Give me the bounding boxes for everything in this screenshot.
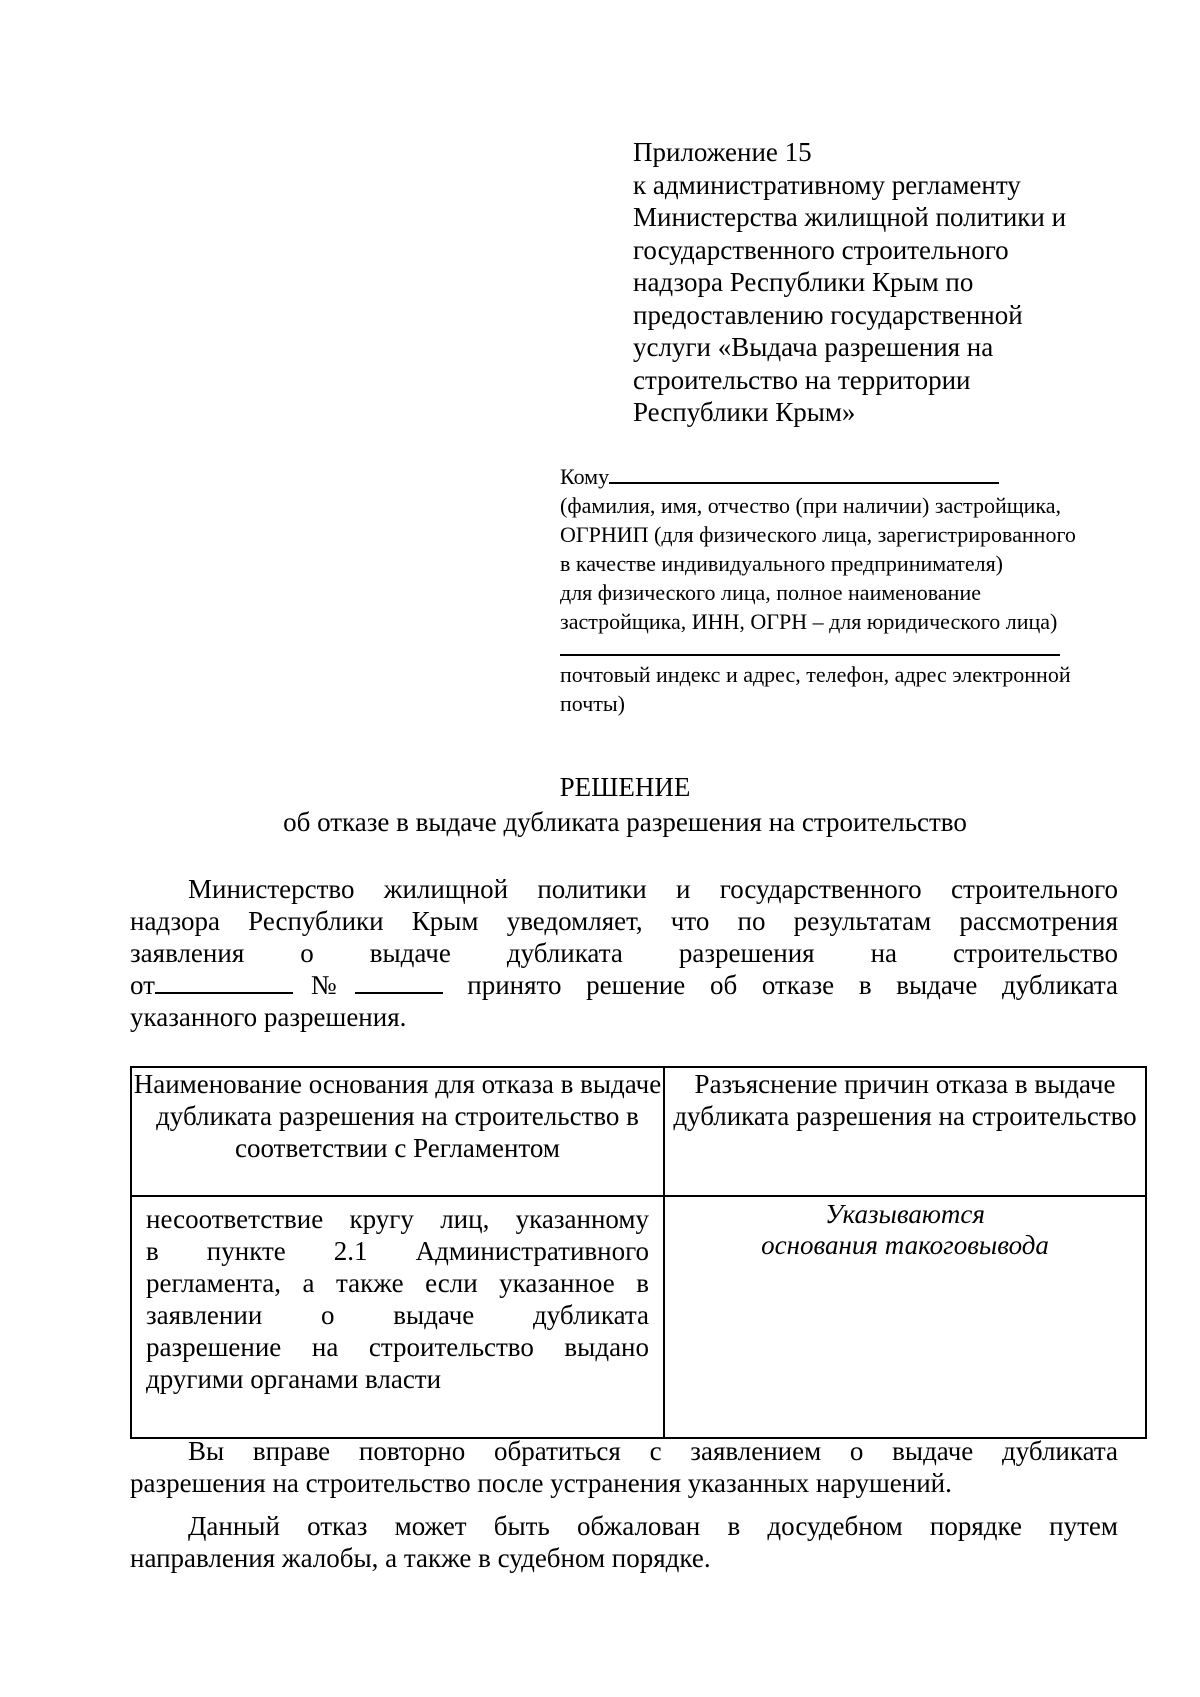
basis-line: заявлении о выдаче дубликата — [146, 1300, 649, 1330]
refusal-reasons-table — [130, 1066, 1147, 1439]
recipient-address-line: почты) — [560, 691, 625, 716]
closing-para1-line1: Вы вправе повторно обратиться с заявлением о выдаче дубликата — [188, 1436, 1118, 1466]
annex-line: Приложение 15 — [633, 137, 812, 167]
annex-line: Министерства жилищной политики и — [633, 202, 1067, 232]
intro-line-4 — [130, 969, 1118, 1001]
table-row — [131, 1196, 1146, 1438]
recipient-address-line: почтовый индекс и адрес, телефон, адрес электронной — [560, 662, 1071, 687]
recipient-details-line: застройщика, ИНН, ОГРН – для юридического лица) — [560, 609, 1058, 634]
intro-line-5: указанного разрешения. — [130, 1002, 407, 1032]
closing-para2-line1: Данный отказ может быть обжалован в досудебном порядке путем — [188, 1511, 1118, 1541]
recipient-details-line: (фамилия, имя, отчество (при наличии) застройщика, — [560, 493, 1062, 518]
number-blank[interactable] — [355, 970, 443, 994]
basis-line: другими органами власти — [146, 1364, 442, 1394]
recipient-block — [560, 462, 1160, 718]
intro-line-3: заявления о выдаче дубликата разрешения на строительство — [130, 938, 1118, 968]
decision-title: РЕШЕНИЕ — [559, 772, 691, 802]
annex-line: строительство на территории — [633, 364, 971, 395]
explanation-line: Указываются — [825, 1199, 985, 1229]
table-header-row — [131, 1067, 1146, 1196]
basis-line: несоответствие кругу лиц, указанному — [146, 1204, 649, 1234]
intro-line-2: надзора Республики Крым уведомляет, что по результатам рассмотрения — [130, 906, 1118, 936]
annex-line: государственного строительного — [633, 234, 1009, 265]
decision-subtitle: об отказе в выдаче дубликата разрешения на строительство — [283, 807, 967, 837]
annex-line: предоставлению государственной — [633, 299, 1023, 330]
recipient-name-blank[interactable] — [609, 462, 999, 484]
row-basis-cell — [131, 1196, 664, 1438]
header-explanation: Разъяснение причин отказа в выдаче дубликата разрешения на строительство — [664, 1067, 1146, 1196]
recipient-details-line: в качестве индивидуального предпринимателя) — [560, 551, 1004, 576]
annex-line: к административному регламенту — [633, 169, 1021, 200]
basis-line: разрешение на строительство выдано — [146, 1332, 649, 1362]
recipient-komu-row — [560, 462, 1160, 491]
annex-line: надзора Республики Крым по — [633, 267, 974, 297]
annex-line: Республики Крым» — [633, 397, 856, 427]
annex-block — [633, 136, 1153, 429]
komu-label: Кому — [560, 464, 610, 489]
basis-line: в пункте 2.1 Административного — [146, 1236, 649, 1266]
annex-line: услуги «Выдача разрешения на — [633, 332, 994, 362]
closing-para2-line2: направления жалобы, а также в судебном порядке. — [130, 1543, 711, 1573]
address-blank-line[interactable] — [560, 638, 1060, 656]
basis-line: регламента, а также если указанное в — [146, 1268, 649, 1298]
header-basis: Наименование основания для отказа в выдаче дубликата разрешения на строительство в соответствии с Регламентом — [131, 1067, 664, 1196]
recipient-details-line: для физического лица, полное наименование — [560, 580, 981, 605]
explanation-line: основания такоговывода — [761, 1230, 1049, 1260]
row-explanation-cell — [664, 1196, 1146, 1438]
closing-para1-line2: разрешения на строительство после устранения указанных нарушений. — [130, 1468, 952, 1498]
date-blank[interactable] — [155, 970, 293, 994]
number-sign: № — [292, 970, 355, 1000]
intro-line-4-rest: принято решение об отказе в выдаче дубликата — [442, 970, 1118, 1000]
date-prefix: от — [130, 970, 155, 1000]
intro-line-1: Министерство жилищной политики и государственного строительного — [188, 874, 1118, 904]
recipient-details-line: ОГРНИП (для физического лица, зарегистрированного — [560, 522, 1076, 547]
